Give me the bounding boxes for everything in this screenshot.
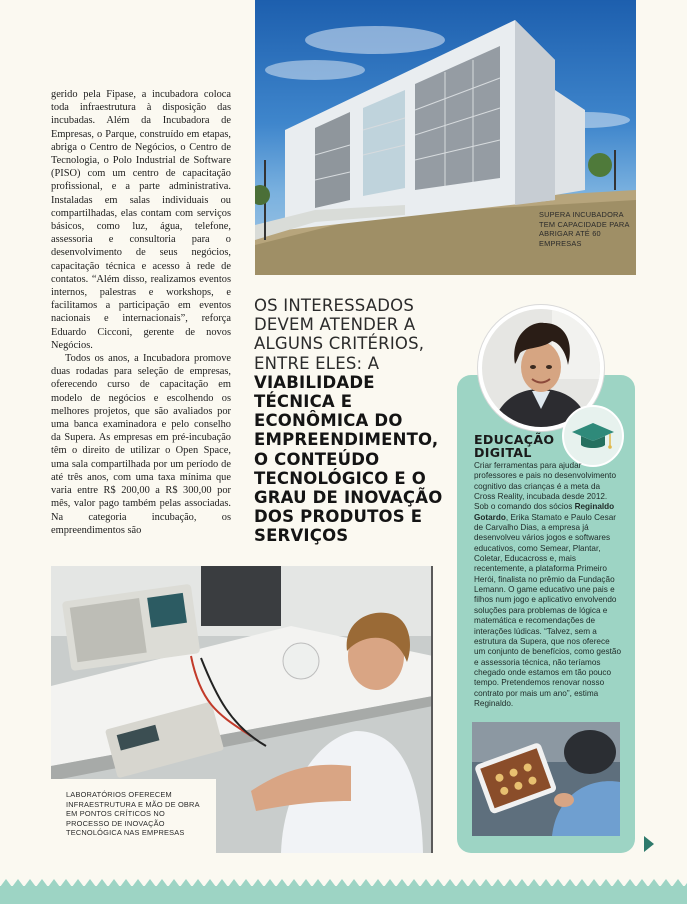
pull-quote-light: OS INTERESSADOS DEVEM ATENDER A ALGUNS CRITÉRIOS, ENTRE ELES: A (254, 296, 425, 373)
next-page-arrow-icon[interactable] (644, 836, 654, 852)
article-body (51, 88, 231, 544)
sidebar-text-part: , Erika Stamato e Paulo Cesar de Carvalho Dias, a empresa já desenvolveu vários jogos e softwares educativos, como Semear, Plantar, Coletar, Educacross e, mais recentemente, a plataforma Primeiro Herói, finalista no prêmio da Fundação Lemann. O game educativo une pais e filhos num jogo e aplicativo envolvendo soluções para problemas de lógica e matemática e recomendações de interações lúdicas. “Talvez, sem a estrutura da Supera, que nos oferece um conjunto de benefícios, como gestão e assessoria técnica, não teríamos chegado onde estamos em tão pouco tempo. Pretendemos renovar nosso contrato por mais um ano”, estima Reginaldo. (474, 512, 622, 708)
pull-quote-bold: VIABILIDADE TÉCNICA E ECONÔMICA DO EMPREENDIMENTO, O CONTEÚDO TECNOLÓGICO E O GRAU DE INOVAÇÃO DOS PRODUTOS E SERVIÇOS (254, 372, 443, 546)
lab-photo-caption: LABORATÓRIOS OFERECEM INFRAESTRUTURA E MÃO DE OBRA EM PONTOS CRÍTICOS NO PROCESSO DE INOVAÇÃO TECNOLÓGICA NAS EMPRESAS (66, 790, 200, 838)
sidebar-title-line: EDUCAÇÃO (474, 432, 555, 447)
sidebar-text-bold: Reginaldo Gotardo (474, 502, 615, 522)
sidebar-title (474, 434, 574, 460)
sidebar-title-line: DIGITAL (474, 444, 532, 460)
zigzag-footer-border (0, 876, 687, 904)
pull-quote (254, 296, 444, 546)
article-paragraph: gerido pela Fipase, a incubadora coloca toda infraestrutura à disposição das incubadas. Além da Incubadora de Empresas, o Parque, construído em etapas, abriga o Centro de Negócios, o Centro de Tecnologia, o Polo Industrial de Software (PISO) com um centro de capacitação profissional, e a parte administrativa. Instaladas em salas individuais ou compartilhadas, elas contam com serviços básicos, como luz, água, telefone, assessoria e consultoria para o desenvolvimento de seus negócios, capacitação técnica e acesso à rede de contatos. “Além disso, realizamos eventos internos, palestras e workshops, e facilitamos a participação em eventos nacionais e internacionais”, reforça Eduardo Cicconi, gerente de novos Negócios. (51, 89, 231, 351)
article-paragraph: Todos os anos, a Incubadora promove duas rodadas para seleção de empresas, oferecendo curso de capacitação em modelo de negócios e escolhendo os melhores projetos, que são avaliados por uma banca examinadora e pelo conselho da Supera. As empresas em pré-incubação têm o direito de utilizar o Open Space, uma sala compartilhada por um período de até três anos, com uma taxa mínima que varia entre R$ 200,00 a R$ 300,00 por mês, valor pago também pelas associadas. Na categoria incubação, os empreendimentos são (51, 353, 231, 536)
sidebar-text-part: Criar ferramentas para ajudar professores e pais no desenvolvimento cognitivo das crianças é a meta da Cross Reality, incubada desde 2012. Sob o comando dos sócios (474, 461, 616, 512)
hero-photo-caption: SUPERA INCUBADORA TEM CAPACIDADE PARA ABRIGAR ATÉ 60 EMPRESAS (539, 210, 630, 248)
child-tablet-photo (472, 722, 620, 836)
sidebar-body (474, 461, 621, 709)
